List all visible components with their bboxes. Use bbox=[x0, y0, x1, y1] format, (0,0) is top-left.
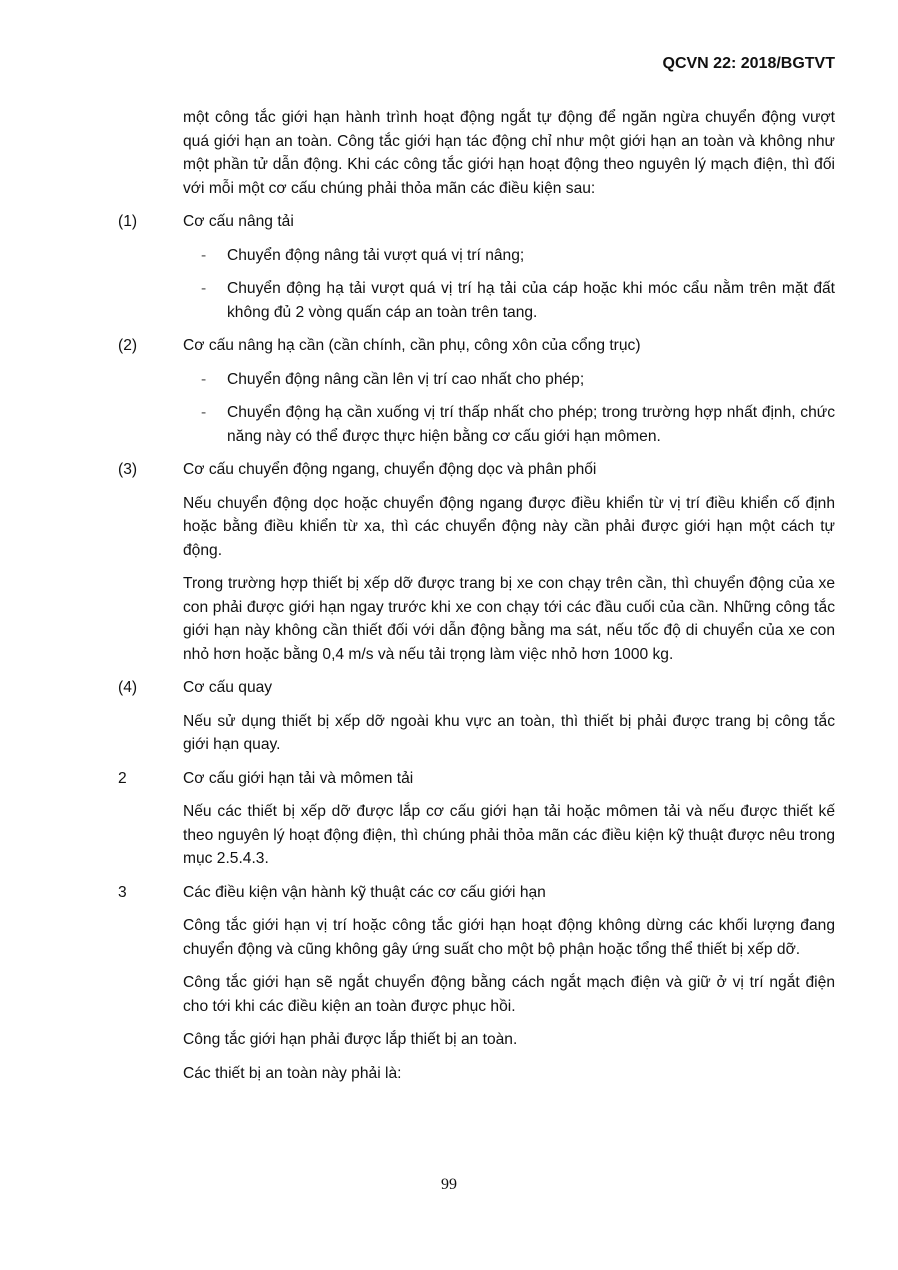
body-paragraph: Nếu sử dụng thiết bị xếp dỡ ngoài khu vực an toàn, thì thiết bị phải được trang bị công tắc giới hạn quay. bbox=[183, 712, 835, 753]
document-body bbox=[118, 106, 835, 1095]
item-title: Cơ cấu nâng tải bbox=[183, 213, 294, 230]
body-paragraph: Công tắc giới hạn sẽ ngắt chuyển động bằng cách ngắt mạch điện và giữ ở vị trí ngắt điện cho tới khi các điều kiện an toàn được phục hồi. bbox=[183, 974, 835, 1015]
bullet-text: Chuyển động hạ tải vượt quá vị trí hạ tải của cáp hoặc khi móc cẩu nằm trên mặt đất không đủ 2 vòng quấn cáp an toàn trên tang. bbox=[227, 280, 835, 321]
item-title: Cơ cấu nâng hạ cần (cần chính, cần phụ, công xôn của cổng trục) bbox=[183, 337, 641, 354]
page-number: 99 bbox=[441, 1176, 457, 1193]
bullet-item bbox=[118, 277, 835, 324]
section-item-1 bbox=[118, 210, 835, 234]
document-code: QCVN 22: 2018/BGTVT bbox=[662, 55, 835, 72]
item-title: Cơ cấu giới hạn tải và mômen tải bbox=[183, 769, 414, 787]
item-title: Cơ cấu quay bbox=[183, 679, 273, 696]
dash-marker: - bbox=[201, 404, 207, 421]
item-number: (1) bbox=[118, 213, 138, 230]
section-item-3 bbox=[118, 458, 835, 482]
section-2 bbox=[118, 767, 835, 791]
bullet-text: Chuyển động nâng tải vượt quá vị trí nâng; bbox=[227, 246, 525, 264]
item-number: 2 bbox=[118, 769, 127, 787]
body-paragraph: Nếu chuyển động dọc hoặc chuyển động ngang được điều khiển từ vị trí điều khiển cố định hoặc bằng điều khiển từ xa, thì các chuyển động này cần phải được giới hạn một cách tự động. bbox=[183, 494, 835, 559]
body-paragraph: Nếu các thiết bị xếp dỡ được lắp cơ cấu giới hạn tải hoặc mômen tải và nếu được thiết kế theo nguyên lý hoạt động điện, thì chúng phải thỏa mãn các điều kiện kỹ thuật được nêu trong mục 2.5.4.3. bbox=[183, 803, 835, 867]
bullet-item bbox=[118, 401, 835, 448]
bullet-text: Chuyển động nâng cần lên vị trí cao nhất cho phép; bbox=[227, 370, 585, 388]
item-number: (3) bbox=[118, 461, 138, 478]
item-title: Cơ cấu chuyển động ngang, chuyển động dọc và phân phối bbox=[183, 461, 597, 478]
section-3 bbox=[118, 881, 835, 905]
bullet-item bbox=[118, 368, 835, 392]
body-paragraph: Công tắc giới hạn vị trí hoặc công tắc giới hạn hoạt động không dừng các khối lượng đang chuyển động và cũng không gây ứng suất cho một bộ phận hoặc tổng thể thiết bị xếp dỡ. bbox=[183, 917, 835, 958]
bullet-text: Chuyển động hạ cần xuống vị trí thấp nhất cho phép; trong trường hợp nhất định, chức năng này có thể được thực hiện bằng cơ cấu giới hạn mômen. bbox=[227, 404, 835, 445]
body-paragraph: Trong trường hợp thiết bị xếp dỡ được trang bị xe con chạy trên cần, thì chuyển động của xe con phải được giới hạn ngay trước khi xe con chạy tới các đầu cuối của cần. Những công tắc giới hạn này không cần thiết đối với dẫn động bằng ma sát, nếu tốc độ di chuyển của xe con nhỏ hơn hoặc bằng 0,4 m/s và nếu tải trọng làm việc nhỏ hơn 1000 kg. bbox=[183, 575, 835, 663]
item-number: 3 bbox=[118, 883, 127, 901]
item-number: (4) bbox=[118, 679, 138, 696]
section-item-2 bbox=[118, 334, 835, 358]
body-paragraph: Công tắc giới hạn phải được lắp thiết bị an toàn. bbox=[183, 1031, 518, 1048]
section-item-4 bbox=[118, 676, 835, 700]
body-paragraph: Các thiết bị an toàn này phải là: bbox=[183, 1064, 402, 1082]
intro-paragraph: một công tắc giới hạn hành trình hoạt động ngắt tự động để ngăn ngừa chuyển động vượt quá giới hạn an toàn. Công tắc giới hạn tác động chỉ như một giới hạn an toàn và không như một phần tử dẫn động. Khi các công tắc giới hạn hoạt động theo nguyên lý mạch điện, thì đối với mỗi một cơ cấu chúng phải thỏa mãn các điều kiện sau: bbox=[183, 109, 835, 197]
dash-marker: - bbox=[201, 246, 207, 264]
item-number: (2) bbox=[118, 337, 138, 354]
dash-marker: - bbox=[201, 370, 207, 388]
item-title: Các điều kiện vận hành kỹ thuật các cơ cấu giới hạn bbox=[183, 883, 546, 901]
dash-marker: - bbox=[201, 280, 207, 297]
bullet-item bbox=[118, 244, 835, 268]
